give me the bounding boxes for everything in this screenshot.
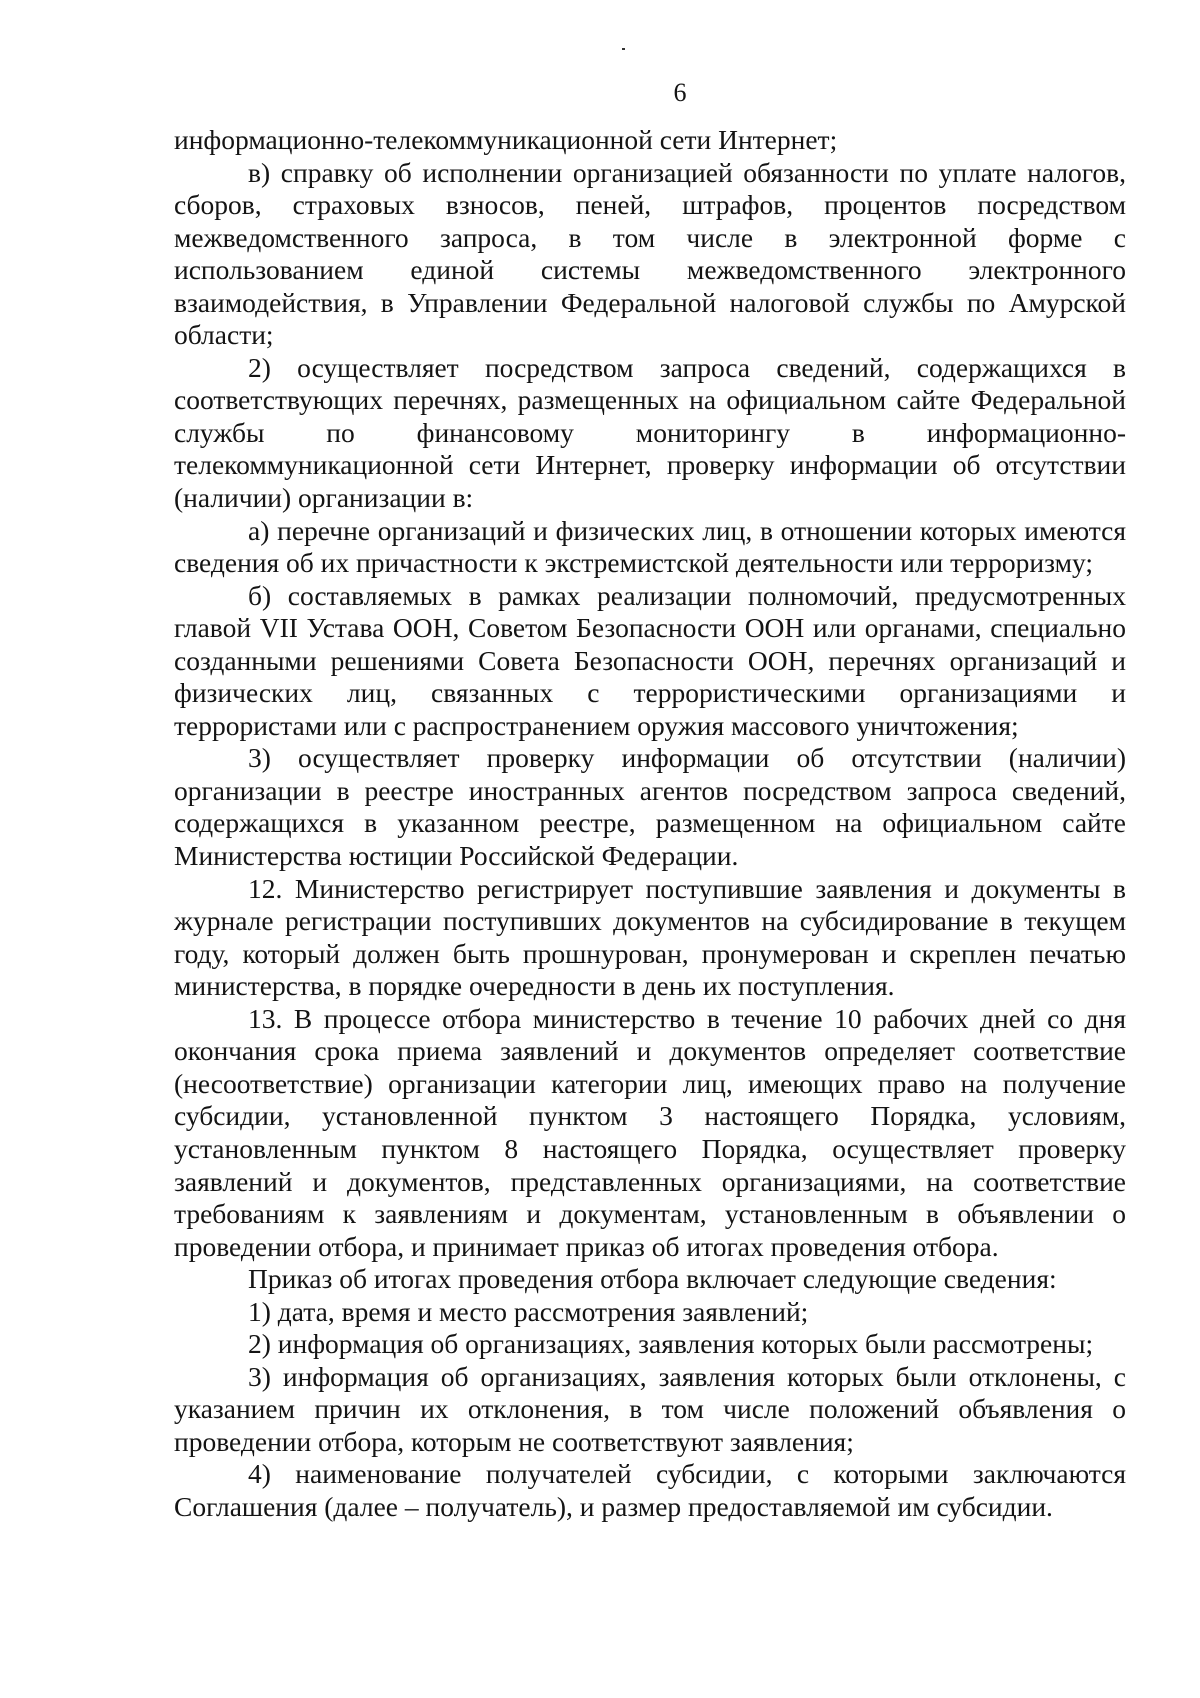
paragraph-item-v: в) справку об исполнении организацией обязанности по уплате налогов, сборов, страховых взносов, пеней, штрафов, процентов посредством межведомственного запроса, в том числе в электронной форме с использованием единой системы межведомственного электронного взаимодействия, в Управлении Федеральной налоговой службы по Амурской области;	[174, 156, 1126, 351]
paragraph-order-item-1: 1) дата, время и место рассмотрения заявлений;	[248, 1295, 809, 1327]
scan-speck	[622, 48, 625, 50]
paragraph-item-2: 2) осуществляет посредством запроса сведений, содержащихся в соответствующих перечнях, размещенных на официальном сайте Федеральной службы по финансовому мониторингу в информационно-телекоммуникационной сети Интернет, проверку информации об отсутствии (наличии) организации в:	[174, 351, 1126, 514]
paragraph-section-12: 12. Министерство регистрирует поступившие заявления и документы в журнале регистрации поступивших документов на субсидирование в текущем году, который должен быть прошнурован, пронумерован и скреплен печатью министерства, в порядке очередности в день их поступления.	[174, 872, 1126, 1002]
paragraph-item-b: б) составляемых в рамках реализации полномочий, предусмотренных главой VII Устава ООН, Советом Безопасности ООН или органами, специально созданными решениями Совета Безопасности ООН, перечнях организаций и физических лиц, связанных с террористическими организациями и террористами или с распространением оружия массового уничтожения;	[174, 579, 1126, 741]
paragraph-order-intro: Приказ об итогах проведения отбора включает следующие сведения:	[248, 1263, 1057, 1295]
paragraph-order-item-3: 3) информация об организациях, заявления которых были отклонены, с указанием причин их отклонения, в том числе положений объявления о проведении отбора, которым не соответствуют заявления;	[174, 1360, 1126, 1457]
paragraph-item-a: а) перечне организаций и физических лиц, в отношении которых имеются сведения об их причастности к экстремистской деятельности или терроризму;	[174, 514, 1126, 579]
paragraph-order-item-2: 2) информация об организациях, заявления которых были рассмотрены;	[248, 1328, 1094, 1360]
paragraph-item-3: 3) осуществляет проверку информации об отсутствии (наличии) организации в реестре иностранных агентов посредством запроса сведений, содержащихся в указанном реестре, размещенном на официальном сайте Министерства юстиции Российской Федерации.	[174, 742, 1126, 872]
paragraph-section-13: 13. В процессе отбора министерство в течение 10 рабочих дней со дня окончания срока приема заявлений и документов определяет соответствие (несоответствие) организации категории лиц, имеющих право на получение субсидии, установленной пунктом 3 настоящего Порядка, условиям, установленным пунктом 8 настоящего Порядка, осуществляет проверку заявлений и документов, представленных организациями, на соответствие требованиям к заявлениям и документам, установленным в объявлении о проведении отбора, и принимает приказ об итогах проведения отбора.	[174, 1002, 1126, 1262]
page-number: 6	[673, 78, 687, 107]
document-body	[174, 124, 1126, 1524]
paragraph-order-item-4: 4) наименование получателей субсидии, с которыми заключаются Соглашения (далее – получатель), и размер предоставляемой им субсидии.	[174, 1458, 1126, 1522]
paragraph-continuation: информационно-телекоммуникационной сети Интернет;	[174, 124, 838, 155]
